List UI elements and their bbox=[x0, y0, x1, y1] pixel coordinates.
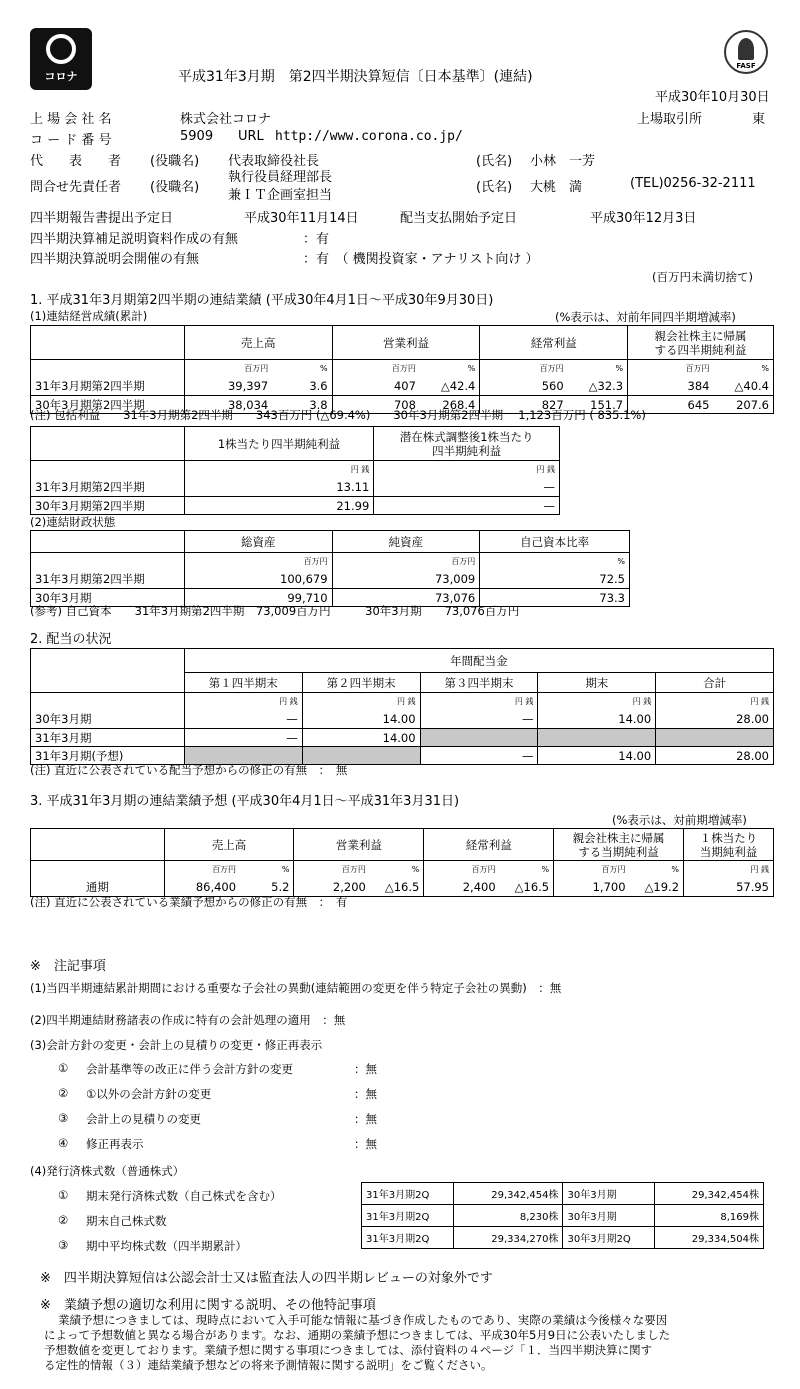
forecast-table bbox=[30, 828, 774, 897]
note-3-val: ：無 bbox=[354, 1062, 377, 1076]
cell: — bbox=[374, 479, 560, 497]
cell: 5.2 bbox=[240, 879, 294, 897]
cell: △19.2 bbox=[630, 879, 684, 897]
note-3-num: ③ bbox=[58, 1111, 69, 1125]
code: 5909 bbox=[180, 129, 214, 144]
col-eps: 1株当たり四半期純利益 bbox=[184, 427, 374, 461]
cell: △42.4 bbox=[420, 378, 480, 396]
cell: 31年3月期2Q bbox=[362, 1227, 454, 1249]
row-label: 31年3月期第2四半期 bbox=[31, 479, 185, 497]
note-3-text: ①以外の会計方針の変更 bbox=[86, 1087, 212, 1101]
table-row bbox=[362, 1227, 764, 1249]
cell: 560 bbox=[480, 378, 568, 396]
rep-name: 小林 一芳 bbox=[530, 154, 596, 169]
col-ordinary: 経常利益 bbox=[424, 829, 554, 861]
cell: 14.00 bbox=[302, 729, 420, 747]
cell: 31年3月期2Q bbox=[362, 1205, 454, 1227]
row-label: 通期 bbox=[31, 879, 165, 897]
note-3-val: ：無 bbox=[354, 1087, 377, 1101]
row-label: 31年3月期(予想) bbox=[31, 747, 185, 765]
unit-m: 百万円 bbox=[424, 861, 500, 879]
unit-p: % bbox=[630, 861, 684, 879]
rounding-note: (百万円未満切捨て) bbox=[652, 270, 753, 284]
contact-tel: (TEL)0256-32-2111 bbox=[630, 176, 756, 191]
unit-yen: 円 銭 bbox=[374, 461, 560, 479]
unit-yen: 円 銭 bbox=[184, 693, 302, 711]
note-1: (1)当四半期連結累計期間における重要な子会社の異動(連結範囲の変更を伴う特定子会社の異動) ：無 bbox=[30, 981, 562, 995]
table-row bbox=[31, 378, 774, 396]
note-4-num: ② bbox=[58, 1213, 69, 1227]
cell: 708 bbox=[332, 396, 420, 414]
unit-yen: 円 銭 bbox=[302, 693, 420, 711]
col-net-line2: する当期純利益 bbox=[578, 844, 659, 859]
eps-corner bbox=[31, 427, 185, 461]
cell: 14.00 bbox=[538, 711, 656, 729]
cell: 30年3月期2Q bbox=[563, 1227, 655, 1249]
div-start-label: 配当支払開始予定日 bbox=[400, 211, 518, 226]
cell: 3.6 bbox=[272, 378, 332, 396]
unit-p: % bbox=[420, 360, 480, 378]
cell: 645 bbox=[628, 396, 714, 414]
doc-date: 平成30年10月30日 bbox=[655, 90, 770, 105]
col-diluted-eps-line1: 潜在株式調整後1株当たり bbox=[399, 429, 534, 444]
exchange-label: 上場取引所 bbox=[637, 112, 703, 127]
company-name: 株式会社コロナ bbox=[180, 112, 272, 127]
col-operating: 営業利益 bbox=[332, 326, 480, 360]
cell: — bbox=[184, 729, 302, 747]
eps-table bbox=[30, 426, 560, 515]
logo-text: コロナ bbox=[44, 70, 78, 83]
url-label: URL bbox=[238, 129, 264, 144]
cell: — bbox=[420, 747, 538, 765]
fin-corner bbox=[31, 531, 185, 553]
cell: 14.00 bbox=[538, 747, 656, 765]
row-label: 31年3月期第2四半期 bbox=[31, 378, 185, 396]
note-4: (4)発行済株式数（普通株式） bbox=[30, 1164, 185, 1178]
forecast-explanation-line: 予想数値を変更しております。業績予想に関する事項につきましては、添付資料の４ページ「１．当四半期決算に関す bbox=[44, 1343, 653, 1357]
cell: 2,200 bbox=[294, 879, 370, 897]
section1-sub1: (1)連結経営成績(累計) bbox=[30, 309, 148, 323]
unit-m: 百万円 bbox=[554, 861, 630, 879]
unit-m: 百万円 bbox=[164, 861, 240, 879]
unit-yen: 円 銭 bbox=[538, 693, 656, 711]
col-operating: 営業利益 bbox=[294, 829, 424, 861]
note-4-num: ③ bbox=[58, 1238, 69, 1252]
cell: 8,230株 bbox=[453, 1205, 563, 1227]
cell: 29,342,454株 bbox=[453, 1183, 563, 1205]
results-corner bbox=[31, 326, 185, 360]
exchange: 東 bbox=[752, 112, 766, 127]
col-net-line1: 親会社株主に帰属 bbox=[654, 328, 747, 343]
unit-yen: 円 銭 bbox=[684, 861, 774, 879]
cell: 8,169株 bbox=[655, 1205, 764, 1227]
cell: △40.4 bbox=[713, 378, 773, 396]
cell: △16.5 bbox=[500, 879, 554, 897]
unit-yen: 円 銭 bbox=[184, 461, 374, 479]
col-sales: 売上高 bbox=[164, 829, 294, 861]
rep-title-label: (役職名) bbox=[150, 154, 200, 169]
forecast-note: (注) 直近に公表されている業績予想からの修正の有無 ： 有 bbox=[30, 895, 348, 909]
cell-empty bbox=[656, 729, 774, 747]
cell: 72.5 bbox=[480, 571, 630, 589]
cell: 29,334,270株 bbox=[453, 1227, 563, 1249]
cell: 73.3 bbox=[480, 589, 630, 607]
col-total: 合計 bbox=[656, 673, 774, 693]
forecast-explanation-line: る定性的情報（３）連結業績予想などの将来予測情報に関する説明」をご覧ください。 bbox=[44, 1358, 493, 1372]
section3-heading: 3. 平成31年3月期の連結業績予想 (平成30年4月1日～平成31年3月31日) bbox=[30, 794, 460, 809]
col-net-line2: する四半期純利益 bbox=[654, 342, 747, 357]
logo-mark-icon bbox=[46, 34, 76, 64]
row-label: 30年3月期 bbox=[31, 589, 185, 607]
cell: 2,400 bbox=[424, 879, 500, 897]
results-table bbox=[30, 325, 774, 414]
note-3-text: 会計上の見積りの変更 bbox=[86, 1112, 201, 1126]
cell: 99,710 bbox=[184, 589, 332, 607]
col-eps-line2: 当期純利益 bbox=[699, 844, 758, 859]
note-3-val: ：無 bbox=[354, 1112, 377, 1126]
contact-title-2: 兼ＩＴ企画室担当 bbox=[228, 188, 333, 203]
table-row bbox=[31, 571, 630, 589]
col-q2: 第２四半期末 bbox=[302, 673, 420, 693]
unit-p: % bbox=[370, 861, 424, 879]
contact-name: 大桃 満 bbox=[530, 180, 583, 195]
div-corner bbox=[31, 649, 185, 693]
unit-p: % bbox=[713, 360, 773, 378]
note-2: (2)四半期連結財務諸表の作成に特有の会計処理の適用 ：無 bbox=[30, 1013, 346, 1027]
code-label: コ ー ド 番 号 bbox=[30, 133, 112, 148]
cell: 151.7 bbox=[568, 396, 628, 414]
section2-heading: 2. 配当の状況 bbox=[30, 632, 112, 647]
cell: 827 bbox=[480, 396, 568, 414]
table-row bbox=[362, 1183, 764, 1205]
note-3-num: ② bbox=[58, 1086, 69, 1100]
col-eps bbox=[684, 829, 774, 861]
cell: — bbox=[420, 711, 538, 729]
col-net-assets: 純資産 bbox=[332, 531, 480, 553]
note-4-text: 期末自己株式数 bbox=[86, 1214, 167, 1228]
cell: 30年3月期 bbox=[563, 1205, 655, 1227]
contact-name-label: (氏名) bbox=[476, 180, 513, 195]
row-label: 30年3月期第2四半期 bbox=[31, 497, 185, 515]
cell: 86,400 bbox=[164, 879, 240, 897]
brief-label: 四半期決算説明会開催の有無 bbox=[30, 252, 200, 267]
unit-p: % bbox=[272, 360, 332, 378]
report-label: 四半期報告書提出予定日 bbox=[30, 211, 174, 226]
unit-m: 百万円 bbox=[184, 553, 332, 571]
div-start-date: 平成30年12月3日 bbox=[590, 211, 697, 226]
unit-m: 百万円 bbox=[184, 360, 272, 378]
cell: 39,397 bbox=[184, 378, 272, 396]
cell: 1,700 bbox=[554, 879, 630, 897]
fasf-seal bbox=[724, 30, 768, 74]
table-row bbox=[31, 729, 774, 747]
note-4-text: 期中平均株式数（四半期累計） bbox=[86, 1239, 247, 1253]
row-label: 31年3月期第2四半期 bbox=[31, 571, 185, 589]
col-q3: 第３四半期末 bbox=[420, 673, 538, 693]
cell: — bbox=[184, 711, 302, 729]
unit-p: % bbox=[480, 553, 630, 571]
col-ordinary: 経常利益 bbox=[480, 326, 628, 360]
note-3-num: ④ bbox=[58, 1136, 69, 1150]
row-label bbox=[31, 861, 165, 879]
cell: 3.8 bbox=[272, 396, 332, 414]
cell: 31年3月期2Q bbox=[362, 1183, 454, 1205]
contact-title-1: 執行役員経理部長 bbox=[228, 170, 333, 185]
company-label: 上 場 会 社 名 bbox=[30, 112, 112, 127]
col-net-line1: 親会社株主に帰属 bbox=[572, 830, 665, 845]
col-q1: 第１四半期末 bbox=[184, 673, 302, 693]
dividend-table bbox=[30, 648, 774, 765]
note-3-text: 修正再表示 bbox=[86, 1137, 144, 1151]
corona-logo bbox=[30, 28, 92, 90]
rep-title: 代表取締役社長 bbox=[228, 154, 320, 169]
cell: 21.99 bbox=[184, 497, 374, 515]
section1-sub2: (2)連結財政状態 bbox=[30, 515, 116, 529]
report-date: 平成30年11月14日 bbox=[244, 211, 359, 226]
col-net bbox=[628, 326, 774, 360]
note-4-num: ① bbox=[58, 1188, 69, 1202]
rep-name-label: (氏名) bbox=[476, 154, 513, 169]
cell: 268.4 bbox=[420, 396, 480, 414]
section3-pct-note: (%表示は、対前期増減率) bbox=[612, 813, 747, 827]
section1-pct-note: (%表示は、対前年同四半期増減率) bbox=[555, 310, 736, 324]
cell: 30年3月期 bbox=[563, 1183, 655, 1205]
cell: △16.5 bbox=[370, 879, 424, 897]
cell-empty bbox=[420, 729, 538, 747]
col-equity-ratio: 自己資本比率 bbox=[480, 531, 630, 553]
cell: 73,076 bbox=[332, 589, 480, 607]
cell: △32.3 bbox=[568, 378, 628, 396]
unit-m: 百万円 bbox=[332, 360, 420, 378]
supp-label: 四半期決算補足説明資料作成の有無 bbox=[30, 232, 239, 247]
leaf-icon bbox=[738, 38, 754, 60]
note-4-text: 期末発行済株式数（自己株式を含む） bbox=[86, 1189, 282, 1203]
row-label bbox=[31, 360, 185, 378]
note-3: (3)会計方針の変更・会計上の見積りの変更・修正再表示 bbox=[30, 1038, 323, 1052]
col-annual-dividend: 年間配当金 bbox=[184, 649, 773, 673]
unit-yen: 円 銭 bbox=[656, 693, 774, 711]
forecast-explanation-heading: ※ 業績予想の適切な利用に関する説明、その他特記事項 bbox=[40, 1298, 376, 1313]
fasf-text: FASF bbox=[736, 62, 756, 70]
url-link[interactable]: http://www.corona.co.jp/ bbox=[275, 129, 463, 144]
forecast-explanation-line: によって予想数値と異なる場合があります。なお、通期の業績予想につきましては、平成30年5月9日に公表いたしました bbox=[44, 1328, 671, 1342]
cell: 29,342,454株 bbox=[655, 1183, 764, 1205]
col-eps-line1: １株当たり bbox=[699, 830, 758, 845]
brief-value: ：有 （ 機関投資家・アナリスト向け ） bbox=[303, 252, 539, 267]
cell: 13.11 bbox=[184, 479, 374, 497]
cell: 28.00 bbox=[656, 747, 774, 765]
row-label: 30年3月期第2四半期 bbox=[31, 396, 185, 414]
unit-m: 百万円 bbox=[294, 861, 370, 879]
unit-m: 百万円 bbox=[480, 360, 568, 378]
table-row bbox=[31, 479, 560, 497]
comprehensive-income-note: (注) 包括利益 31年3月期第2四半期 343百万円 (△69.4%) 30年3月期第2四半期 1,123百万円 ( 835.1%) bbox=[30, 408, 646, 422]
table-row bbox=[31, 711, 774, 729]
table-row bbox=[31, 497, 560, 515]
col-diluted-eps-line2: 四半期純利益 bbox=[432, 443, 502, 458]
cell: 73,009 bbox=[332, 571, 480, 589]
forecast-explanation-line: 業績予想につきましては、現時点において入手可能な情報に基づき作成したものであり、実際の業績は今後様々な要因 bbox=[58, 1313, 668, 1327]
section1-heading: 1. 平成31年3月期第2四半期の連結業績 (平成30年4月1日～平成30年9月30日) bbox=[30, 293, 494, 308]
note-3-num: ① bbox=[58, 1061, 69, 1075]
shares-table bbox=[361, 1182, 764, 1249]
cell: 28.00 bbox=[656, 711, 774, 729]
cell: 57.95 bbox=[684, 879, 774, 897]
fc-corner bbox=[31, 829, 165, 861]
review-note: ※ 四半期決算短信は公認会計士又は監査法人の四半期レビューの対象外です bbox=[40, 1271, 493, 1286]
doc-title: 平成31年3月期 第2四半期決算短信〔日本基準〕(連結) bbox=[178, 69, 533, 85]
cell: 100,679 bbox=[184, 571, 332, 589]
row-label bbox=[31, 461, 185, 479]
cell: 407 bbox=[332, 378, 420, 396]
note-3-val: ：無 bbox=[354, 1137, 377, 1151]
unit-m: 百万円 bbox=[332, 553, 480, 571]
row-label bbox=[31, 693, 185, 711]
row-label: 30年3月期 bbox=[31, 711, 185, 729]
col-diluted-eps bbox=[374, 427, 560, 461]
unit-p: % bbox=[500, 861, 554, 879]
notes-heading: ※ 注記事項 bbox=[30, 959, 106, 974]
contact-label: 問合せ先責任者 bbox=[30, 180, 122, 195]
cell: 38,034 bbox=[184, 396, 272, 414]
row-label: 31年3月期 bbox=[31, 729, 185, 747]
col-net bbox=[554, 829, 684, 861]
cell: — bbox=[374, 497, 560, 515]
dividend-note: (注) 直近に公表されている配当予想からの修正の有無 ： 無 bbox=[30, 763, 348, 777]
cell: 14.00 bbox=[302, 711, 420, 729]
cell-empty bbox=[538, 729, 656, 747]
col-sales: 売上高 bbox=[184, 326, 332, 360]
table-row bbox=[362, 1205, 764, 1227]
financial-position-table bbox=[30, 530, 630, 607]
col-year-end: 期末 bbox=[538, 673, 656, 693]
unit-p: % bbox=[240, 861, 294, 879]
cell: 384 bbox=[628, 378, 714, 396]
row-label bbox=[31, 553, 185, 571]
cell: 207.6 bbox=[713, 396, 773, 414]
unit-p: % bbox=[568, 360, 628, 378]
supp-value: ：有 bbox=[303, 232, 330, 247]
equity-note: (参考) 自己資本 31年3月期第2四半期 73,009百万円 30年3月期 73,076百万円 bbox=[30, 604, 520, 618]
cell: 29,334,504株 bbox=[655, 1227, 764, 1249]
note-3-text: 会計基準等の改正に伴う会計方針の変更 bbox=[86, 1062, 293, 1076]
contact-title-label: (役職名) bbox=[150, 180, 200, 195]
unit-yen: 円 銭 bbox=[420, 693, 538, 711]
unit-m: 百万円 bbox=[628, 360, 714, 378]
rep-label: 代 表 者 bbox=[30, 154, 122, 169]
col-total-assets: 総資産 bbox=[184, 531, 332, 553]
